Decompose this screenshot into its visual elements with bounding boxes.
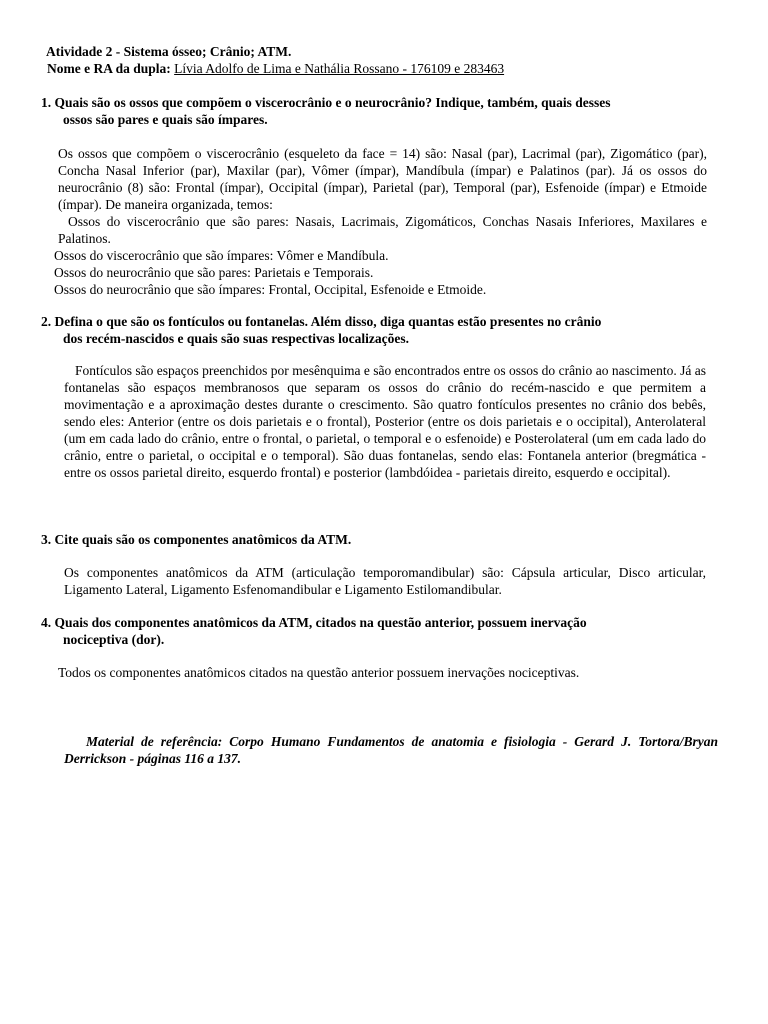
student-names-line bbox=[47, 60, 726, 77]
answer-1-paragraph-4: Ossos do neurocrânio que são pares: Parietais e Temporais. bbox=[54, 265, 374, 280]
answer-1-paragraph-2: Ossos do viscerocrânio que são pares: Nasais, Lacrimais, Zigomáticos, Conchas Nasais Inferiores, Maxilares e Palatinos. bbox=[58, 214, 707, 246]
reference-note: Material de referência: Corpo Humano Fundamentos de anatomia e fisiologia - Gerard J. Tortora/Bryan Derrickson - páginas 116 a 137. bbox=[64, 734, 718, 766]
question-1-text-line2: ossos são pares e quais são ímpares. bbox=[63, 112, 268, 127]
question-4 bbox=[41, 614, 720, 648]
question-1-text-line1: Quais são os ossos que compõem o viscerocrânio e o neurocrânio? Indique, também, quais desses bbox=[54, 95, 611, 110]
answer-3-paragraph-1: Os componentes anatômicos da ATM (articulação temporomandibular) são: Cápsula articular, Disco articular, Ligamento Lateral, Ligamento Esfenomandibular e Ligamento Estilomandibular. bbox=[64, 565, 706, 597]
answer-2 bbox=[64, 362, 706, 481]
answer-2-paragraph-1: Fontículos são espaços preenchidos por mesênquima e são encontrados entre os ossos do crânio ao nascimento. Já as fontanelas são espaços membranosos que separam os ossos do crânio do recém-nascido e que permitem a movimentação e a aproximação destes durante o crescimento. São quatro fontículos presentes no crânio dos bebês, sendo eles: Anterior (entre os dois parietais e o frontal), Posterior (entre os dois parietais e o occipital), Anterolateral (um em cada lado do crânio, entre o frontal, o parietal, o temporal e o esfenoide) e Posterolateral (um em cada lado do crânio, entre o parietal, o occipital e o temporal). São duas fontanelas, sendo elas: Fontanela anterior (bregmática - entre os ossos parietal direito, esquerdo frontal) e posterior (lambdóidea - parietais direito, esquerdo e occipital). bbox=[64, 363, 706, 480]
answer-1-paragraph-1: Os ossos que compõem o viscerocrânio (esqueleto da face = 14) são: Nasal (par), Lacrimal (par), Zigomático (par), Concha Nasal Inferior (par), Maxilar (par), Vômer (ímpar), Mandíbula (ímpar) e Palatinos (par). Já os ossos do neurocrânio (8) são: Frontal (ímpar), Occipital (ímpar), Parietal (par), Temporal (par), Esfenoide (ímpar) e Etmoide (ímpar). De maneira organizada, temos: bbox=[58, 146, 707, 212]
question-2-text-line2: dos recém-nascidos e quais são suas respectivas localizações. bbox=[63, 331, 409, 346]
document-header bbox=[46, 43, 726, 77]
answer-1-paragraph-3: Ossos do viscerocrânio que são ímpares: Vômer e Mandíbula. bbox=[54, 248, 389, 263]
question-4-text-line1: Quais dos componentes anatômicos da ATM, citados na questão anterior, possuem inervação bbox=[54, 615, 587, 630]
question-3-text-line1: Cite quais são os componentes anatômicos da ATM. bbox=[54, 532, 352, 547]
answer-4-paragraph-1: Todos os componentes anatômicos citados na questão anterior possuem inervações nociceptivas. bbox=[58, 665, 580, 680]
question-1-number: 1. bbox=[41, 95, 52, 110]
question-4-text-line2: nociceptiva (dor). bbox=[63, 632, 165, 647]
answer-3 bbox=[64, 564, 706, 598]
activity-title: Atividade 2 - Sistema ósseo; Crânio; ATM. bbox=[46, 44, 292, 59]
student-names-label: Nome e RA da dupla: bbox=[47, 61, 171, 76]
question-3-number: 3. bbox=[41, 532, 52, 547]
student-names-value: Lívia Adolfo de Lima e Nathália Rossano - 176109 e 283463 bbox=[174, 61, 505, 76]
question-4-number: 4. bbox=[41, 615, 52, 630]
answer-4 bbox=[58, 664, 718, 681]
question-3 bbox=[41, 531, 707, 548]
question-2-number: 2. bbox=[41, 314, 52, 329]
question-2 bbox=[41, 313, 707, 347]
question-1 bbox=[41, 94, 707, 128]
question-2-text-line1: Defina o que são os fontículos ou fontanelas. Além disso, diga quantas estão presentes no crânio bbox=[54, 314, 602, 329]
answer-1-paragraph-5: Ossos do neurocrânio que são ímpares: Frontal, Occipital, Esfenoide e Etmoide. bbox=[54, 282, 487, 297]
answer-1 bbox=[54, 145, 707, 298]
